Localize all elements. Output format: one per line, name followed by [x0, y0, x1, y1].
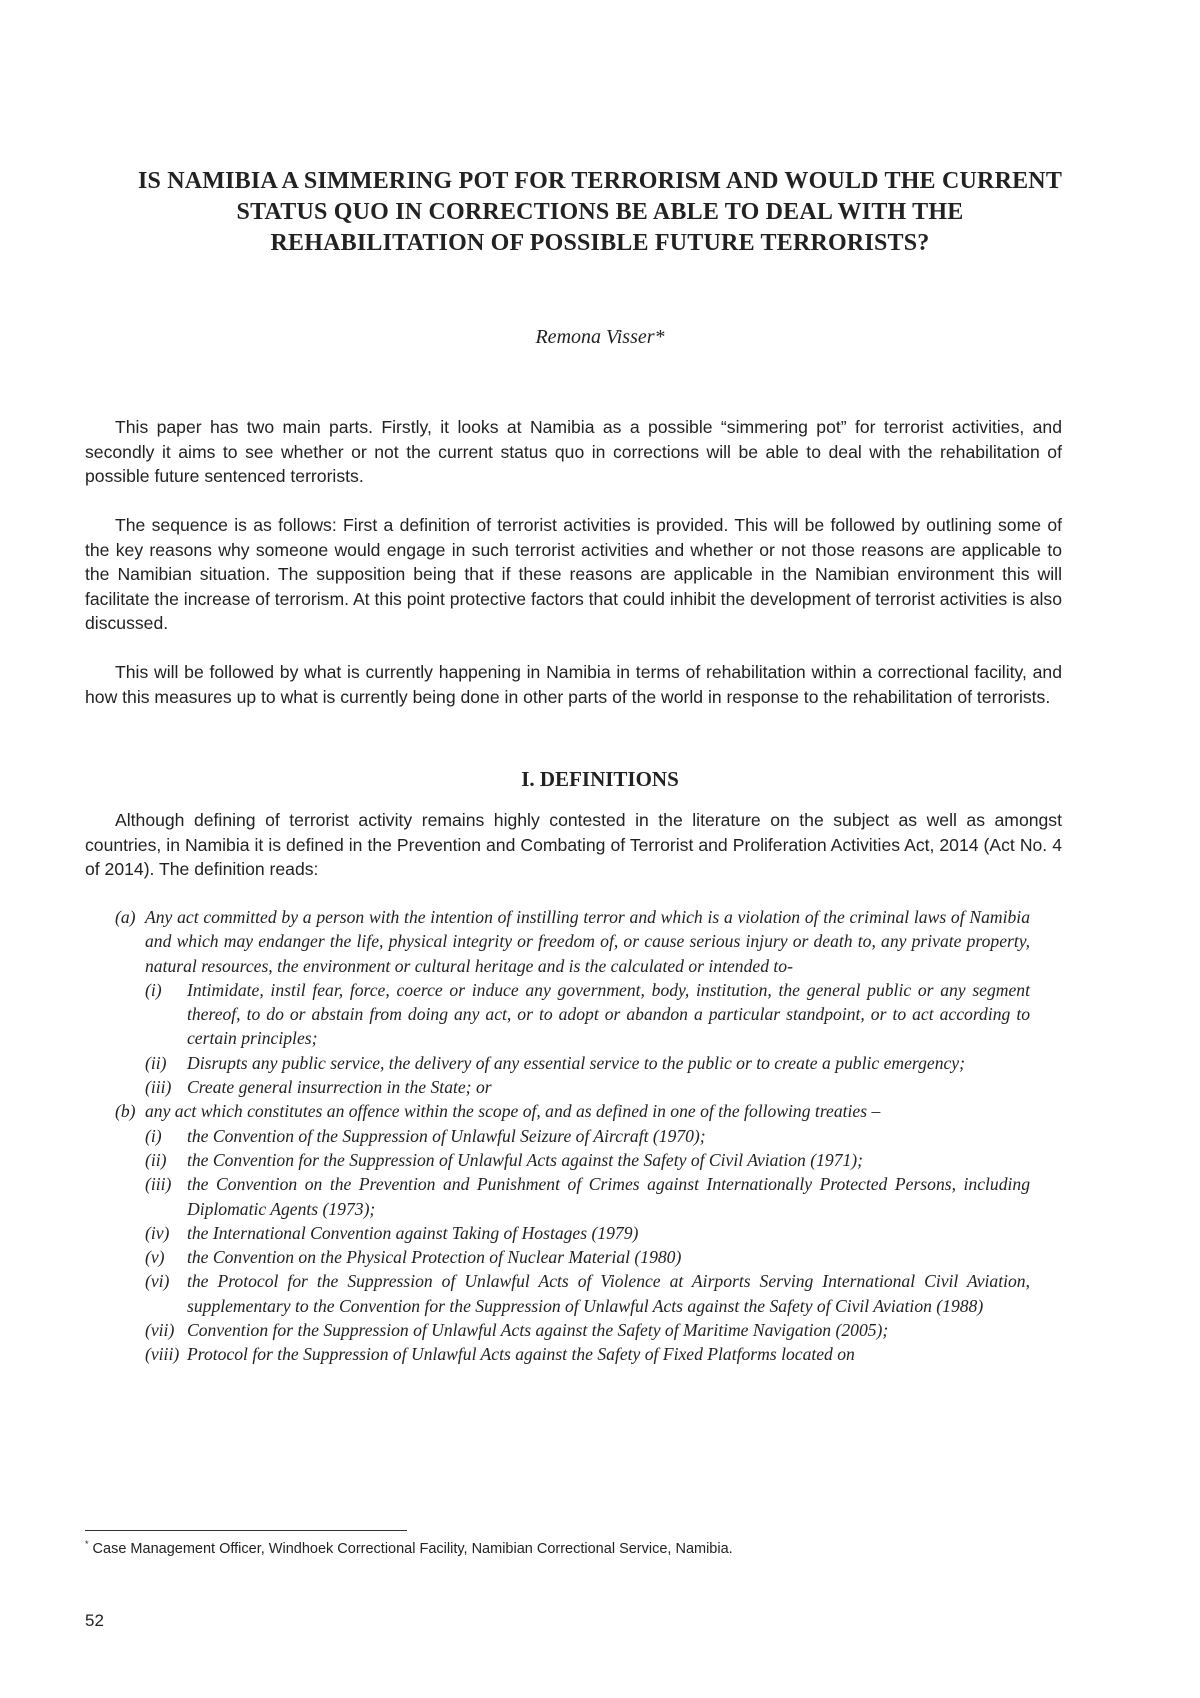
- subitem-label: (iv): [145, 1222, 170, 1243]
- item-label: (a): [115, 907, 136, 927]
- section-intro-paragraph: Although defining of terrorist activity remains highly contested in the literature on the subject as well as amongst countries, in Namibia it is defined in the Prevention and Combating of Terrorist and Proliferation Activities Act, 2014 (Act No. 4 of 2014). The definition reads:: [85, 810, 1062, 879]
- subitem-text: Create general insurrection in the State; or: [187, 1077, 492, 1098]
- subitem-label: (iii): [145, 1174, 172, 1195]
- item-label: (b): [115, 1101, 136, 1122]
- subitem-label: (i): [145, 979, 162, 1000]
- subitem-text: the Protocol for the Suppression of Unlawful Acts of Violence at Airports Serving International Civil Aviation, supplementary to the Convention for the Suppression of Unlawful Acts against the Safety of Civil Aviation (1988): [187, 1271, 1030, 1316]
- subitem-text: Intimidate, instil fear, force, coerce or induce any government, body, institution, the general public or any segment thereof, to do or abstain from doing any act, or to adopt or abandon a particular standpoint, or to act according to certain principles;: [187, 979, 1030, 1049]
- subitem-text: the Convention for the Suppression of Unlawful Acts against the Safety of Civil Aviation (1971);: [187, 1149, 864, 1170]
- section-heading: I. DEFINITIONS: [521, 767, 679, 791]
- subitem-b-iv: [145, 1221, 1030, 1245]
- subitem-text: Protocol for the Suppression of Unlawful Acts against the Safety of Fixed Platforms located on: [187, 1344, 855, 1365]
- subitem-b-v: [145, 1245, 1030, 1269]
- definition-item-a: [115, 905, 1030, 978]
- definition-item-b: [115, 1099, 1030, 1123]
- subitem-text: the Convention of the Suppression of Unlawful Seizure of Aircraft (1970);: [187, 1125, 706, 1146]
- subitem-b-vi: [145, 1269, 1030, 1318]
- footnote-marker: *: [85, 1539, 89, 1549]
- page-number: 52: [85, 1611, 104, 1630]
- subitem-text: the International Convention against Taking of Hostages (1979): [187, 1222, 639, 1243]
- subitem-b-viii: [145, 1342, 1030, 1366]
- subitem-text: Convention for the Suppression of Unlawful Acts against the Safety of Maritime Navigation (2005);: [187, 1320, 889, 1341]
- subitem-a-iii: [145, 1075, 1030, 1099]
- subitem-b-ii: [145, 1148, 1030, 1172]
- subitem-label: (i): [145, 1125, 162, 1146]
- author-name: Remona Visser*: [535, 326, 665, 348]
- subitem-text: the Convention on the Physical Protection of Nuclear Material (1980): [187, 1247, 682, 1268]
- subitem-label: (ii): [145, 1149, 167, 1170]
- subitem-label: (vi): [145, 1271, 170, 1292]
- subitem-b-iii: [145, 1172, 1030, 1221]
- definition-b-subitems: [115, 1124, 1030, 1367]
- intro-paragraph-2: The sequence is as follows: First a definition of terrorist activities is provided. This will be followed by outlining some of the key reasons why someone would engage in such terrorist activities and whether or not those reasons are applicable to the Namibian situation. The supposition being that if these reasons are applicable in the Namibian environment this will facilitate the increase of terrorism. At this point protective factors that could inhibit the development of terrorist activities is also discussed.: [85, 515, 1062, 633]
- footnote-text: Case Management Officer, Windhoek Correctional Facility, Namibian Correctional Service, Namibia.: [92, 1540, 733, 1557]
- subitem-text: Disrupts any public service, the delivery of any essential service to the public or to create a public emergency;: [187, 1052, 965, 1073]
- subitem-label: (iii): [145, 1077, 172, 1098]
- subitem-label: (v): [145, 1247, 165, 1268]
- subitem-a-ii: [145, 1051, 1030, 1075]
- footnote-divider: [85, 1530, 407, 1531]
- subitem-label: (ii): [145, 1052, 167, 1073]
- item-text: Any act committed by a person with the intention of instilling terror and which is a violation of the criminal laws of Namibia and which may endanger the life, physical integrity or freedom of, or cause serious injury or death to, any private property, natural resources, the environment or cultural heritage and is the calculated or intended to-: [145, 907, 1030, 976]
- intro-paragraph-3: This will be followed by what is currently happening in Namibia in terms of rehabilitation within a correctional facility, and how this measures up to what is currently being done in other parts of the world in response to the rehabilitation of terrorists.: [85, 662, 1062, 707]
- footnote: [85, 1539, 1065, 1557]
- paper-title: IS NAMIBIA A SIMMERING POT FOR TERRORISM AND WOULD THE CURRENT STATUS QUO IN CORRECTIONS BE ABLE TO DEAL WITH THE REHABILITATION OF POSSIBLE FUTURE TERRORISTS?: [137, 168, 1063, 256]
- subitem-b-vii: [145, 1318, 1030, 1342]
- subitem-b-i: [145, 1124, 1030, 1148]
- item-text: any act which constitutes an offence within the scope of, and as defined in one of the following treaties –: [145, 1101, 881, 1122]
- definition-a-subitems: [115, 978, 1030, 1099]
- subitem-label: (vii): [145, 1320, 175, 1341]
- intro-paragraph-1: This paper has two main parts. Firstly, it looks at Namibia as a possible “simmering pot” for terrorist activities, and secondly it aims to see whether or not the current status quo in corrections will be able to deal with the rehabilitation of possible future sentenced terrorists.: [85, 417, 1062, 486]
- subitem-label: (viii): [145, 1344, 180, 1365]
- definition-block: [115, 905, 1030, 1367]
- subitem-text: the Convention on the Prevention and Punishment of Crimes against Internationally Protected Persons, including Diplomatic Agents (1973);: [187, 1174, 1030, 1219]
- subitem-a-i: [145, 978, 1030, 1051]
